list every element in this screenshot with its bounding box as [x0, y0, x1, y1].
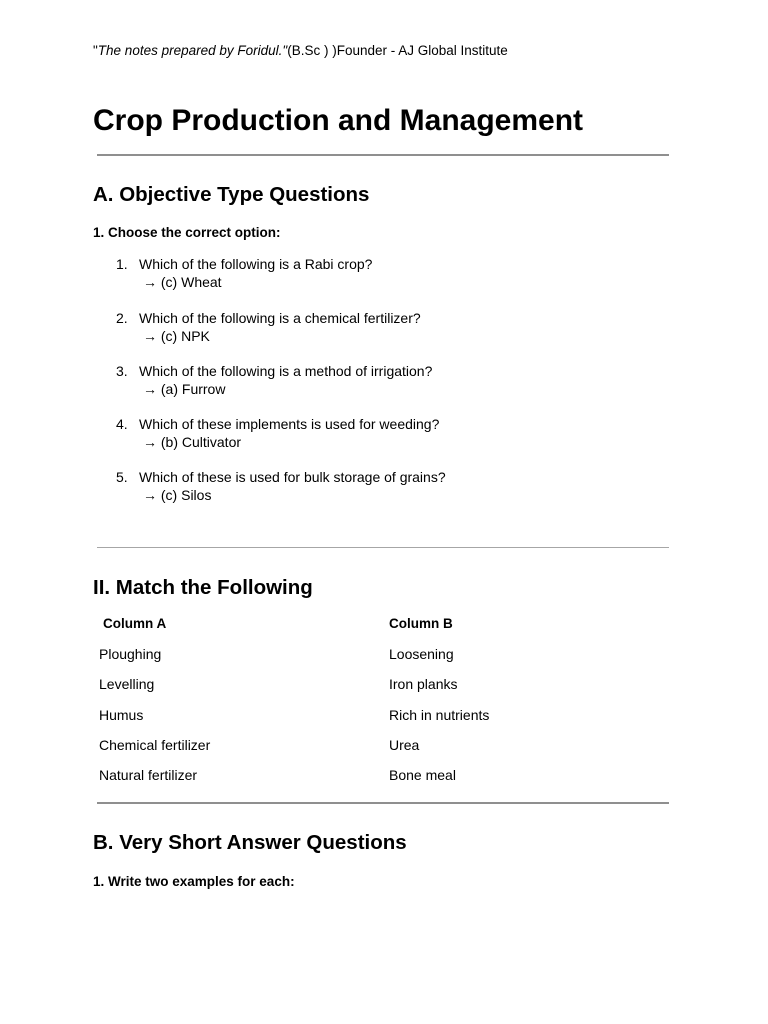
match-cell-column-b: Bone meal: [389, 767, 456, 783]
match-cell-column-b: Iron planks: [389, 676, 458, 692]
question-answer: → (c) NPK: [143, 327, 210, 344]
question-text: Which of these implements is used for weeding?: [139, 416, 440, 432]
section-b-subheading: 1. Write two examples for each:: [93, 874, 295, 889]
match-cell-column-a: Natural fertilizer: [99, 767, 198, 783]
divider-top: [97, 154, 669, 156]
match-cell-column-b: Loosening: [389, 646, 454, 662]
match-cell-column-b: Urea: [389, 737, 420, 753]
question-number: 3.: [116, 363, 128, 379]
header-credential-text: (B.Sc ) )Founder - AJ Global Institute: [287, 43, 508, 58]
divider-lower: [97, 802, 669, 804]
question-number: 2.: [116, 310, 128, 326]
header-italic-text: The notes prepared by Foridul.": [97, 43, 288, 58]
match-cell-column-a: Ploughing: [99, 646, 162, 662]
section-b-heading: B. Very Short Answer Questions: [93, 831, 407, 854]
match-cell-column-a: Humus: [99, 707, 144, 723]
question-answer: → (b) Cultivator: [143, 433, 242, 450]
question-number: 4.: [116, 416, 128, 432]
section-ii-heading: II. Match the Following: [93, 576, 313, 599]
divider-middle: [97, 547, 669, 548]
column-a-header: Column A: [103, 616, 167, 631]
question-number: 5.: [116, 469, 128, 485]
question-text: Which of the following is a Rabi crop?: [139, 256, 373, 272]
header-quote-mark: ": [93, 43, 98, 58]
match-cell-column-a: Levelling: [99, 676, 155, 692]
question-number: 1.: [116, 256, 128, 272]
question-text: Which of the following is a chemical fertilizer?: [139, 310, 421, 326]
section-a-subheading: 1. Choose the correct option:: [93, 225, 281, 240]
page-title: Crop Production and Management: [93, 104, 584, 137]
question-answer: → (a) Furrow: [143, 380, 226, 397]
question-answer: → (c) Wheat: [143, 273, 222, 290]
section-a-heading: A. Objective Type Questions: [93, 183, 370, 206]
question-answer: → (c) Silos: [143, 486, 212, 503]
match-cell-column-a: Chemical fertilizer: [99, 737, 211, 753]
question-text: Which of these is used for bulk storage of grains?: [139, 469, 446, 485]
column-b-header: Column B: [389, 616, 453, 631]
match-cell-column-b: Rich in nutrients: [389, 707, 490, 723]
question-text: Which of the following is a method of irrigation?: [139, 363, 433, 379]
header-note: [93, 43, 508, 58]
